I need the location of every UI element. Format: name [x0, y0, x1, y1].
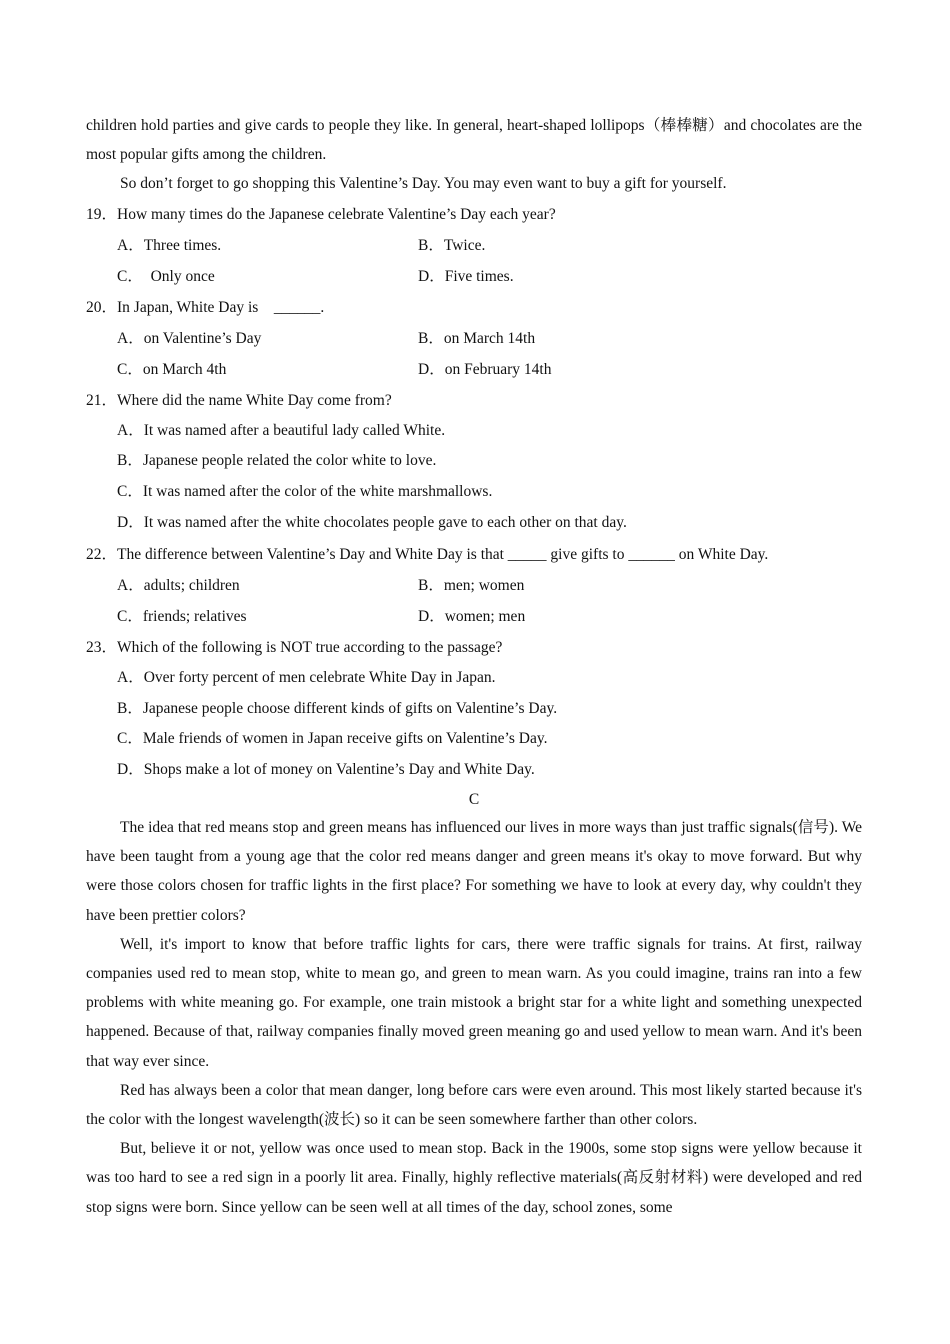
question-21	[86, 385, 862, 539]
option-c: C． Only once	[117, 267, 215, 285]
passage-c-paragraph: But, believe it or not, yellow was once used to mean stop. Back in the 1900s, some stop signs were yellow because it was too hard to see a red sign in a poorly lit area. Finally, highly reflective materials(高反射材料) were developed and red stop signs were born. Since yellow can be seen well at all times of the day, school zones, some	[86, 1140, 862, 1216]
question-22	[86, 539, 862, 632]
option-d: D．It was named after the white chocolates people gave to each other on that day.	[117, 514, 627, 531]
option-b: B．on March 14th	[418, 329, 536, 347]
option-a: A．Over forty percent of men celebrate White Day in Japan.	[117, 668, 496, 686]
question-23	[86, 632, 862, 786]
option-d: D．on February 14th	[418, 360, 552, 378]
option-d: D．Five times.	[418, 267, 514, 285]
option-d: D．women; men	[418, 607, 526, 625]
question-stem: 21．Where did the name White Day come from?	[86, 391, 392, 409]
question-20	[86, 292, 862, 385]
option-a: A．Three times.	[117, 236, 222, 254]
section-title: C	[468, 790, 480, 808]
question-19	[86, 199, 862, 292]
question-stem: 23．Which of the following is NOT true according to the passage?	[86, 638, 503, 656]
option-b: B．Japanese people choose different kinds of gifts on Valentine’s Day.	[117, 699, 558, 717]
option-a: A．on Valentine’s Day	[117, 329, 262, 347]
passage-c-paragraph: Well, it's import to know that before traffic lights for cars, there were traffic signals for trains. At first, railway companies used red to mean stop, white to mean go, and green to mean warn. As you could imagine, trains ran into a few problems with white meaning go. For example, one train mistook a bright star for a white light and something unexpected happened. Because of that, railway companies finally moved green meaning go and used yellow to mean warn. And it's been that way ever since.	[86, 935, 862, 1070]
option-row	[86, 261, 862, 292]
question-stem: 22．The difference between Valentine’s Day and White Day is that _____ give gifts to ______ on White Day.	[86, 545, 769, 563]
option-row	[86, 570, 862, 601]
question-stem: 20．In Japan, White Day is ______.	[86, 298, 325, 316]
option-c: C．on March 4th	[117, 360, 227, 378]
option-b: B．men; women	[418, 576, 525, 594]
question-stem: 19．How many times do the Japanese celebrate Valentine’s Day each year?	[86, 205, 556, 223]
option-row	[86, 601, 862, 632]
option-row	[86, 354, 862, 385]
passage-c-paragraph: The idea that red means stop and green means has influenced our lives in more ways than just traffic signals(信号). We have been taught from a young age that the color red means danger and green means it's okay to move forward. But why were those colors chosen for traffic lights in the first place? For something we have to look at every day, why couldn't they have been prettier colors?	[86, 818, 862, 924]
passage-b-paragraph: So don’t forget to go shopping this Valentine’s Day. You may even want to buy a gift for yourself.	[120, 175, 727, 193]
passage-b-paragraph: children hold parties and give cards to people they like. In general, heart-shaped lollipops（棒棒糖）and chocolates are the most popular gifts among the children.	[86, 117, 862, 164]
option-row	[86, 323, 862, 354]
option-a: A．adults; children	[117, 576, 240, 594]
option-b: B．Twice.	[418, 236, 486, 254]
option-c: C．friends; relatives	[117, 607, 247, 625]
option-b: B．Japanese people related the color white to love.	[117, 452, 437, 470]
option-d: D．Shops make a lot of money on Valentine’s Day and White Day.	[117, 761, 535, 779]
option-a: A．It was named after a beautiful lady called White.	[117, 421, 446, 439]
passage-c-paragraph: Red has always been a color that mean danger, long before cars were even around. This most likely started because it's the color with the longest wavelength(波长) so it can be seen somewhere farther than other colors.	[86, 1081, 862, 1129]
option-c: C．It was named after the color of the white marshmallows.	[117, 483, 493, 501]
option-row	[86, 230, 862, 261]
document-page	[86, 111, 862, 1222]
option-c: C．Male friends of women in Japan receive gifts on Valentine’s Day.	[117, 730, 548, 748]
